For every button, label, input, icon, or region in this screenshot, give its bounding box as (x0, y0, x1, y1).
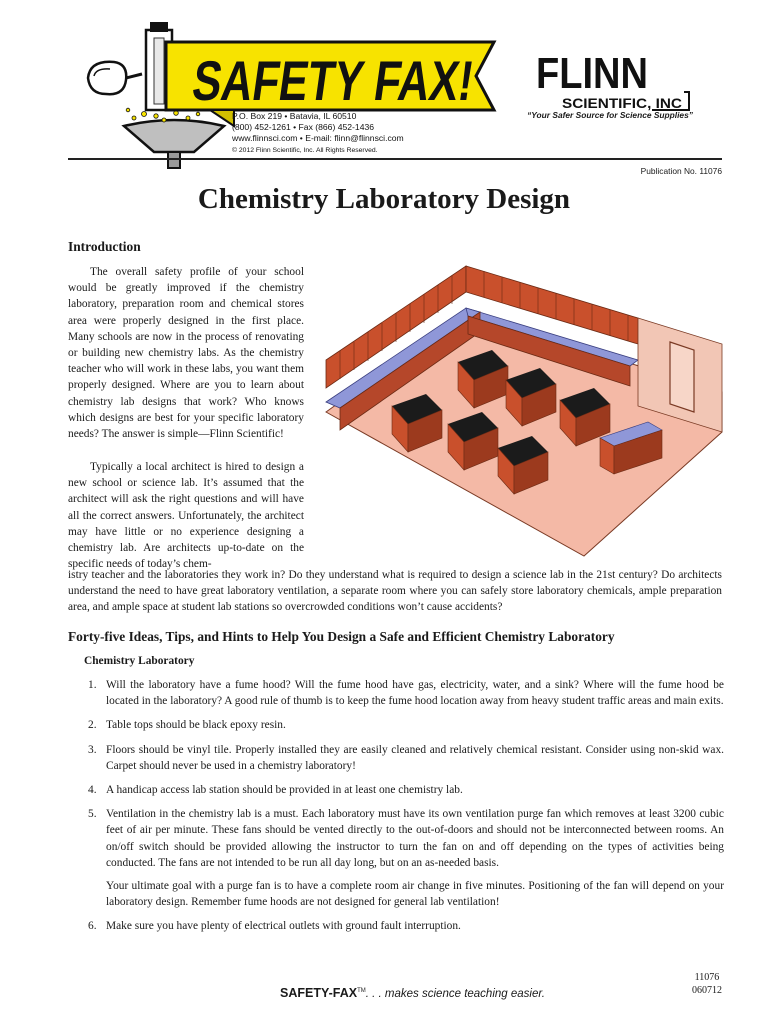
item-text: Ventilation in the chemistry lab is a must. Each laboratory must have its own ventilation purge fan which removes at least 3200 cubic feet of air per minute. These fans should be vented directly to the out-of-doors and should not be interconnected between rooms. An on/off switch should be provided allowing the instructor to turn the fan on and off depending on the types of activities being conducted. The fans are not intended to be run all day long, but on an as-needed basis. (106, 808, 724, 869)
item-number: 1. (88, 679, 97, 691)
item-text: A handicap access lab station should be provided in at least one chemistry lab. (106, 784, 463, 797)
ideas-list (84, 677, 724, 943)
chemistry-laboratory-subheading: Chemistry Laboratory (84, 655, 195, 667)
list-item (84, 806, 724, 910)
ideas-heading: Forty-five Ideas, Tips, and Hints to Help You Design a Safe and Efficient Chemistry Laboratory (68, 629, 615, 644)
item-number: 4. (88, 784, 97, 797)
publication-number: Publication No. 11076 (640, 166, 722, 176)
page-header (0, 0, 768, 170)
footer-tagline: . . . makes science teaching easier. (365, 988, 545, 1000)
item-extra-text: Your ultimate goal with a purge fan is to have a complete room air change in five minutes. Positioning of the fan will depend on your laboratory design. Remember fume hoods are not designed for general lab ventilation! (106, 880, 724, 909)
item-number: 2. (88, 719, 97, 732)
item-number: 3. (88, 743, 97, 756)
list-item (84, 717, 724, 733)
intro-paragraph-1: The overall safety profile of your school would be greatly improved if the chemistry laboratory, preparation room and chemical stores area were properly designed in the first place. Many schools are now in the process of renovating or building new chemistry labs. As the chemistry teacher who will work in these labs, you want them properly designed. Where are you to learn about chemistry lab designs that work? Who knows which designs are best for your specific laboratory needs? The answer is simple—Flinn Scientific! (68, 266, 304, 441)
logo-wordmark: SAFETY FAX! (188, 49, 561, 112)
lab-floorplan-illustration (318, 262, 728, 562)
list-item (84, 677, 724, 709)
web-email-line: www.flinnsci.com • E-mail: flinn@flinnsci.com (232, 133, 404, 144)
footer-code-date: 060712 (692, 985, 722, 996)
item-number: 5. (88, 808, 97, 821)
footer-brand-name: SAFETY-FAX (280, 986, 358, 1000)
list-item (84, 742, 724, 774)
item-text: Table tops should be black epoxy resin. (106, 719, 286, 732)
item-number: 6. (88, 920, 97, 933)
doorway (670, 342, 694, 412)
address-line: P.O. Box 219 • Batavia, IL 60510 (232, 111, 357, 121)
page-title: Chemistry Laboratory Design (197, 183, 571, 215)
item-text: Floors should be vinyl tile. Properly installed they are easily cleaned and relatively chemical resistant. Consider using non-skid wax. Carpet should never be used in a chemistry laboratory! (106, 743, 724, 772)
company-tagline: “Your Safer Source for Science Supplies” (527, 110, 693, 120)
intro-paragraph-2-continued: istry teacher and the laboratories they work in? Do they understand what is required to design a science lab in the 21st century? Do architects understand the need to have great laboratory ventilation, a separate room where you can safely store laboratory chemicals, ample preparation area, and ample space at student lab stations so overcrowded conditions won’t cause accidents? (68, 569, 722, 614)
intro-paragraph-2: Typically a local architect is hired to design a new school or science lab. It’s assumed that the architect will ask the right questions and will have all the correct answers. Unfortunately, the architect may have little or no experience designing a chemistry lab. Are architects up-to-date on the specific needs of today’s chem- (68, 461, 304, 571)
header-divider (68, 158, 722, 160)
list-item (84, 782, 724, 798)
copyright-line: © 2012 Flinn Scientific, Inc. All Rights Reserved. (232, 146, 378, 154)
flinn-scientific-logo (532, 50, 697, 112)
footer-codes (692, 971, 722, 997)
safety-goggles-icon (88, 62, 142, 94)
item-text: Make sure you have plenty of electrical outlets with ground fault interruption. (106, 920, 461, 933)
trademark-symbol: TM (357, 987, 366, 994)
list-item (84, 918, 724, 934)
item-text: Will the laboratory have a fume hood? Will the fume hood have gas, electricity, water, and a sink? Where will the fume hood be located in the laboratory? A good rule of thumb is to keep the fume hood location away from heavy student traffic areas and main exits. (106, 679, 724, 708)
contact-info (232, 111, 432, 156)
company-subname: SCIENTIFIC, INC (562, 95, 682, 111)
footer-brand (280, 986, 545, 1000)
footer-code-publication: 11076 (694, 972, 720, 983)
phone-fax-line: (800) 452-1261 • Fax (866) 452-1436 (232, 122, 375, 133)
introduction-heading: Introduction (68, 239, 141, 254)
company-name: FLINN (536, 49, 648, 98)
